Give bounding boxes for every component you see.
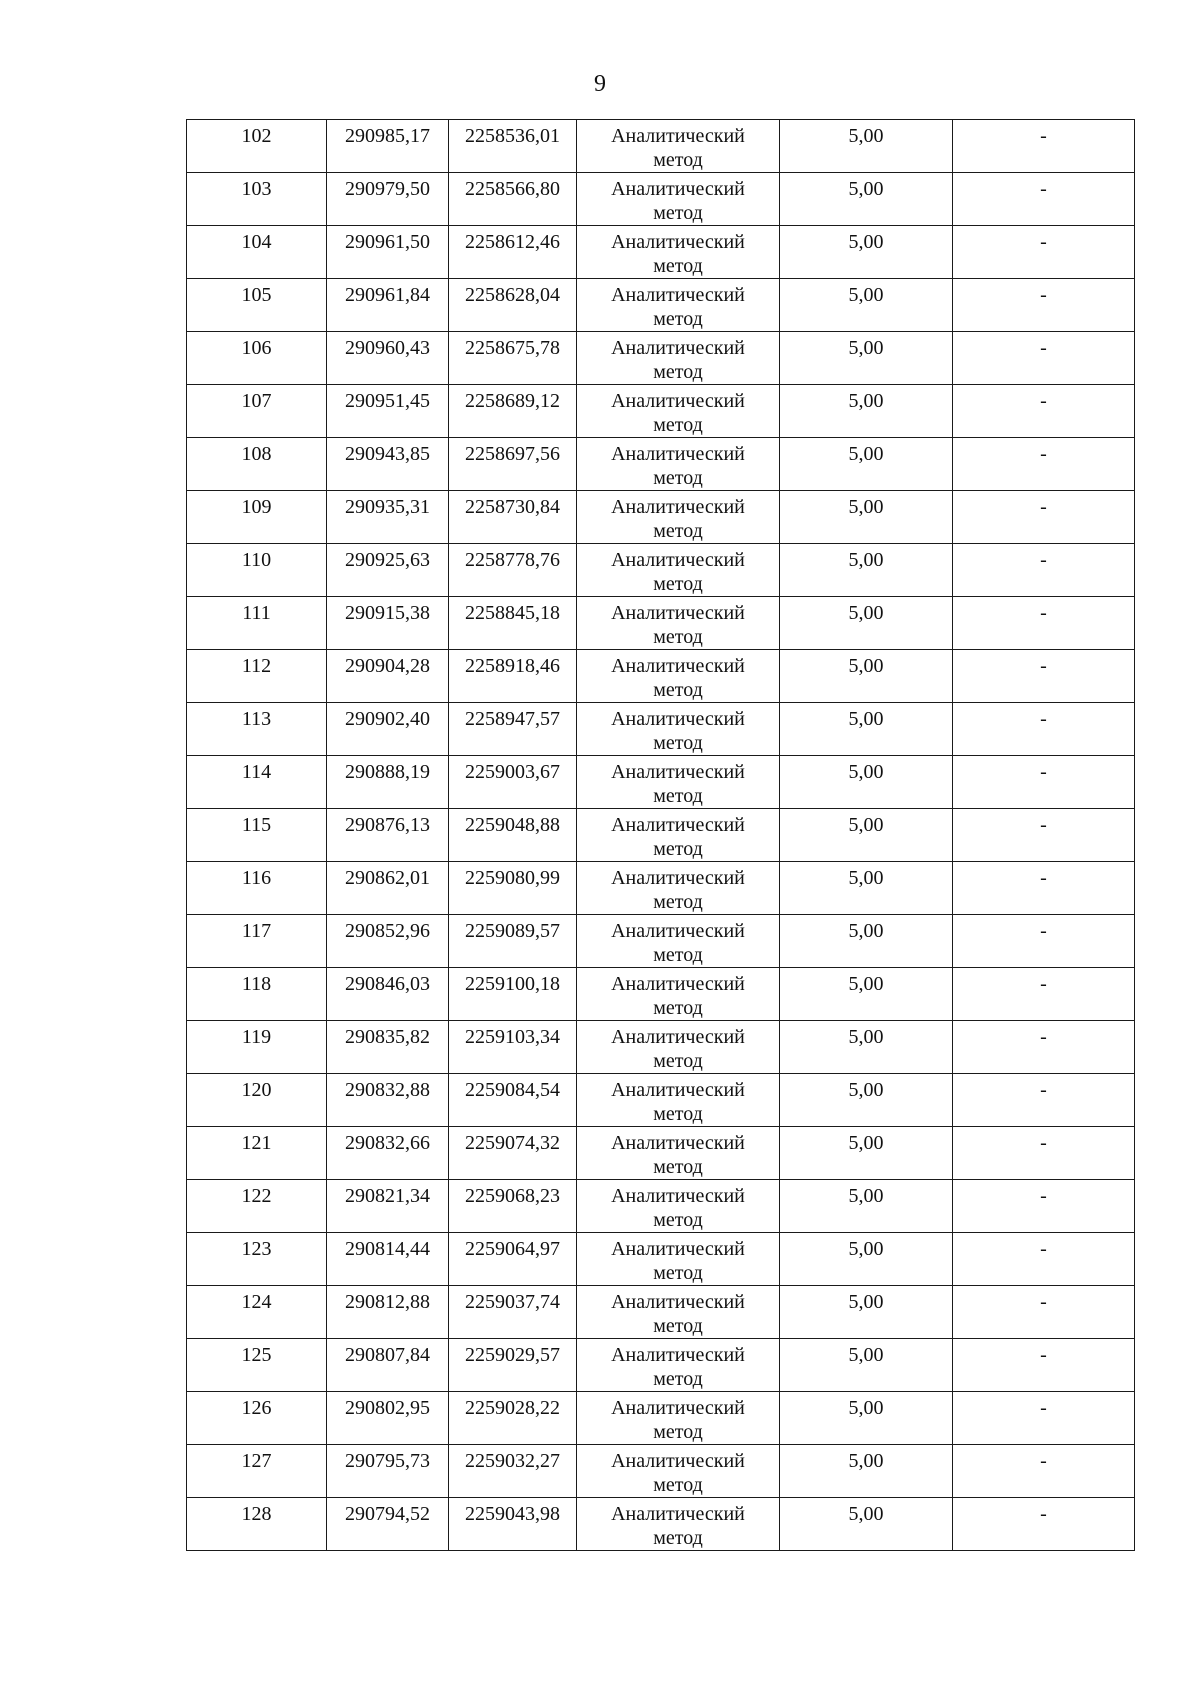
x-coordinate-cell: 290888,19 <box>327 756 449 809</box>
method-line-2: метод <box>653 679 703 701</box>
method-line-1: Аналитический <box>611 1185 745 1207</box>
y-coordinate-cell: 2258730,84 <box>449 491 577 544</box>
y-coordinate-cell: 2258612,46 <box>449 226 577 279</box>
note-cell: - <box>953 809 1135 862</box>
point-number-cell: 104 <box>187 226 327 279</box>
page-number: 9 <box>594 71 606 97</box>
method-line-1: Аналитический <box>611 496 745 518</box>
method-cell <box>577 120 780 173</box>
method-line-2: метод <box>653 1050 703 1072</box>
method-line-1: Аналитический <box>611 1238 745 1260</box>
point-number-cell: 120 <box>187 1074 327 1127</box>
note-cell: - <box>953 1286 1135 1339</box>
point-number-cell: 126 <box>187 1392 327 1445</box>
x-coordinate-cell: 290795,73 <box>327 1445 449 1498</box>
method-line-1: Аналитический <box>611 867 745 889</box>
point-number-cell: 106 <box>187 332 327 385</box>
method-line-2: метод <box>653 414 703 436</box>
y-coordinate-cell: 2259064,97 <box>449 1233 577 1286</box>
method-line-2: метод <box>653 202 703 224</box>
method-line-1: Аналитический <box>611 443 745 465</box>
method-line-2: метод <box>653 732 703 754</box>
method-line-1: Аналитический <box>611 655 745 677</box>
point-number-cell: 102 <box>187 120 327 173</box>
x-coordinate-cell: 290935,31 <box>327 491 449 544</box>
method-line-2: метод <box>653 997 703 1019</box>
x-coordinate-cell: 290985,17 <box>327 120 449 173</box>
note-cell: - <box>953 703 1135 756</box>
note-cell: - <box>953 1339 1135 1392</box>
point-number-cell: 117 <box>187 915 327 968</box>
accuracy-cell: 5,00 <box>780 1074 953 1127</box>
point-number-cell: 109 <box>187 491 327 544</box>
accuracy-cell: 5,00 <box>780 703 953 756</box>
method-line-1: Аналитический <box>611 1026 745 1048</box>
x-coordinate-cell: 290832,66 <box>327 1127 449 1180</box>
y-coordinate-cell: 2258918,46 <box>449 650 577 703</box>
note-cell: - <box>953 968 1135 1021</box>
x-coordinate-cell: 290846,03 <box>327 968 449 1021</box>
point-number-cell: 115 <box>187 809 327 862</box>
x-coordinate-cell: 290812,88 <box>327 1286 449 1339</box>
table-row <box>187 120 1135 173</box>
accuracy-cell: 5,00 <box>780 756 953 809</box>
method-line-2: метод <box>653 308 703 330</box>
point-number-cell: 122 <box>187 1180 327 1233</box>
method-line-1: Аналитический <box>611 284 745 306</box>
x-coordinate-cell: 290960,43 <box>327 332 449 385</box>
y-coordinate-cell: 2259032,27 <box>449 1445 577 1498</box>
method-cell <box>577 173 780 226</box>
method-line-1: Аналитический <box>611 390 745 412</box>
method-line-1: Аналитический <box>611 1132 745 1154</box>
method-line-2: метод <box>653 1474 703 1496</box>
accuracy-cell: 5,00 <box>780 173 953 226</box>
coordinates-table-body <box>187 120 1135 1551</box>
point-number-cell: 121 <box>187 1127 327 1180</box>
accuracy-cell: 5,00 <box>780 120 953 173</box>
accuracy-cell: 5,00 <box>780 1286 953 1339</box>
point-number-cell: 108 <box>187 438 327 491</box>
note-cell: - <box>953 597 1135 650</box>
method-cell <box>577 597 780 650</box>
coordinates-table <box>186 119 1135 1551</box>
method-cell <box>577 544 780 597</box>
table-row <box>187 915 1135 968</box>
x-coordinate-cell: 290902,40 <box>327 703 449 756</box>
method-cell <box>577 650 780 703</box>
y-coordinate-cell: 2258566,80 <box>449 173 577 226</box>
point-number-cell: 105 <box>187 279 327 332</box>
table-row <box>187 544 1135 597</box>
method-cell <box>577 332 780 385</box>
method-cell <box>577 1127 780 1180</box>
note-cell: - <box>953 226 1135 279</box>
y-coordinate-cell: 2259029,57 <box>449 1339 577 1392</box>
x-coordinate-cell: 290961,84 <box>327 279 449 332</box>
note-cell: - <box>953 1074 1135 1127</box>
accuracy-cell: 5,00 <box>780 597 953 650</box>
y-coordinate-cell: 2258689,12 <box>449 385 577 438</box>
method-cell <box>577 385 780 438</box>
accuracy-cell: 5,00 <box>780 1021 953 1074</box>
note-cell: - <box>953 1127 1135 1180</box>
table-row <box>187 1127 1135 1180</box>
y-coordinate-cell: 2258947,57 <box>449 703 577 756</box>
note-cell: - <box>953 544 1135 597</box>
method-line-2: метод <box>653 1209 703 1231</box>
method-line-2: метод <box>653 1421 703 1443</box>
method-cell <box>577 862 780 915</box>
x-coordinate-cell: 290951,45 <box>327 385 449 438</box>
point-number-cell: 116 <box>187 862 327 915</box>
table-row <box>187 756 1135 809</box>
method-line-1: Аналитический <box>611 549 745 571</box>
table-row <box>187 491 1135 544</box>
x-coordinate-cell: 290961,50 <box>327 226 449 279</box>
method-cell <box>577 1286 780 1339</box>
method-line-2: метод <box>653 467 703 489</box>
table-row <box>187 385 1135 438</box>
accuracy-cell: 5,00 <box>780 968 953 1021</box>
method-line-2: метод <box>653 520 703 542</box>
method-line-2: метод <box>653 1103 703 1125</box>
table-row <box>187 597 1135 650</box>
accuracy-cell: 5,00 <box>780 1127 953 1180</box>
method-line-2: метод <box>653 1368 703 1390</box>
method-cell <box>577 915 780 968</box>
point-number-cell: 125 <box>187 1339 327 1392</box>
method-line-2: метод <box>653 944 703 966</box>
accuracy-cell: 5,00 <box>780 1445 953 1498</box>
note-cell: - <box>953 756 1135 809</box>
x-coordinate-cell: 290876,13 <box>327 809 449 862</box>
method-line-2: метод <box>653 573 703 595</box>
note-cell: - <box>953 1180 1135 1233</box>
table-row <box>187 1392 1135 1445</box>
note-cell: - <box>953 1392 1135 1445</box>
method-line-2: метод <box>653 891 703 913</box>
y-coordinate-cell: 2258845,18 <box>449 597 577 650</box>
table-row <box>187 1498 1135 1551</box>
x-coordinate-cell: 290807,84 <box>327 1339 449 1392</box>
point-number-cell: 113 <box>187 703 327 756</box>
note-cell: - <box>953 1498 1135 1551</box>
point-number-cell: 128 <box>187 1498 327 1551</box>
method-line-2: метод <box>653 1156 703 1178</box>
accuracy-cell: 5,00 <box>780 1498 953 1551</box>
x-coordinate-cell: 290794,52 <box>327 1498 449 1551</box>
note-cell: - <box>953 1021 1135 1074</box>
accuracy-cell: 5,00 <box>780 809 953 862</box>
method-line-1: Аналитический <box>611 973 745 995</box>
x-coordinate-cell: 290943,85 <box>327 438 449 491</box>
accuracy-cell: 5,00 <box>780 915 953 968</box>
y-coordinate-cell: 2259080,99 <box>449 862 577 915</box>
accuracy-cell: 5,00 <box>780 226 953 279</box>
method-cell <box>577 279 780 332</box>
method-cell <box>577 1180 780 1233</box>
note-cell: - <box>953 438 1135 491</box>
method-line-1: Аналитический <box>611 761 745 783</box>
y-coordinate-cell: 2259074,32 <box>449 1127 577 1180</box>
accuracy-cell: 5,00 <box>780 279 953 332</box>
note-cell: - <box>953 915 1135 968</box>
table-row <box>187 703 1135 756</box>
point-number-cell: 114 <box>187 756 327 809</box>
accuracy-cell: 5,00 <box>780 1339 953 1392</box>
method-cell <box>577 703 780 756</box>
method-cell <box>577 809 780 862</box>
point-number-cell: 110 <box>187 544 327 597</box>
method-cell <box>577 226 780 279</box>
method-line-2: метод <box>653 361 703 383</box>
table-row <box>187 173 1135 226</box>
x-coordinate-cell: 290915,38 <box>327 597 449 650</box>
x-coordinate-cell: 290852,96 <box>327 915 449 968</box>
x-coordinate-cell: 290862,01 <box>327 862 449 915</box>
y-coordinate-cell: 2259089,57 <box>449 915 577 968</box>
table-row <box>187 332 1135 385</box>
point-number-cell: 123 <box>187 1233 327 1286</box>
accuracy-cell: 5,00 <box>780 491 953 544</box>
table-row <box>187 1286 1135 1339</box>
accuracy-cell: 5,00 <box>780 1180 953 1233</box>
y-coordinate-cell: 2259068,23 <box>449 1180 577 1233</box>
point-number-cell: 124 <box>187 1286 327 1339</box>
y-coordinate-cell: 2259003,67 <box>449 756 577 809</box>
table-row <box>187 809 1135 862</box>
x-coordinate-cell: 290904,28 <box>327 650 449 703</box>
method-line-1: Аналитический <box>611 1503 745 1525</box>
method-cell <box>577 1392 780 1445</box>
accuracy-cell: 5,00 <box>780 544 953 597</box>
method-line-2: метод <box>653 149 703 171</box>
y-coordinate-cell: 2259043,98 <box>449 1498 577 1551</box>
method-line-1: Аналитический <box>611 1291 745 1313</box>
note-cell: - <box>953 385 1135 438</box>
method-cell <box>577 1021 780 1074</box>
method-line-2: метод <box>653 626 703 648</box>
y-coordinate-cell: 2258697,56 <box>449 438 577 491</box>
note-cell: - <box>953 1445 1135 1498</box>
note-cell: - <box>953 491 1135 544</box>
accuracy-cell: 5,00 <box>780 1233 953 1286</box>
x-coordinate-cell: 290979,50 <box>327 173 449 226</box>
table-row <box>187 650 1135 703</box>
y-coordinate-cell: 2258628,04 <box>449 279 577 332</box>
table-row <box>187 1445 1135 1498</box>
method-cell <box>577 1074 780 1127</box>
note-cell: - <box>953 650 1135 703</box>
y-coordinate-cell: 2259037,74 <box>449 1286 577 1339</box>
y-coordinate-cell: 2258675,78 <box>449 332 577 385</box>
method-line-1: Аналитический <box>611 337 745 359</box>
accuracy-cell: 5,00 <box>780 332 953 385</box>
method-line-1: Аналитический <box>611 1344 745 1366</box>
note-cell: - <box>953 1233 1135 1286</box>
point-number-cell: 112 <box>187 650 327 703</box>
point-number-cell: 107 <box>187 385 327 438</box>
method-line-1: Аналитический <box>611 602 745 624</box>
method-cell <box>577 1233 780 1286</box>
point-number-cell: 127 <box>187 1445 327 1498</box>
table-row <box>187 438 1135 491</box>
table-row <box>187 279 1135 332</box>
method-line-1: Аналитический <box>611 1450 745 1472</box>
y-coordinate-cell: 2258778,76 <box>449 544 577 597</box>
point-number-cell: 118 <box>187 968 327 1021</box>
table-row <box>187 1021 1135 1074</box>
note-cell: - <box>953 862 1135 915</box>
point-number-cell: 119 <box>187 1021 327 1074</box>
method-line-1: Аналитический <box>611 125 745 147</box>
table-row <box>187 968 1135 1021</box>
note-cell: - <box>953 279 1135 332</box>
method-line-1: Аналитический <box>611 231 745 253</box>
method-line-2: метод <box>653 1315 703 1337</box>
x-coordinate-cell: 290802,95 <box>327 1392 449 1445</box>
method-line-1: Аналитический <box>611 814 745 836</box>
method-cell <box>577 1498 780 1551</box>
note-cell: - <box>953 120 1135 173</box>
x-coordinate-cell: 290925,63 <box>327 544 449 597</box>
table-row <box>187 1074 1135 1127</box>
accuracy-cell: 5,00 <box>780 438 953 491</box>
method-line-2: метод <box>653 785 703 807</box>
x-coordinate-cell: 290835,82 <box>327 1021 449 1074</box>
method-cell <box>577 968 780 1021</box>
y-coordinate-cell: 2259084,54 <box>449 1074 577 1127</box>
y-coordinate-cell: 2259100,18 <box>449 968 577 1021</box>
method-cell <box>577 1445 780 1498</box>
x-coordinate-cell: 290821,34 <box>327 1180 449 1233</box>
method-line-1: Аналитический <box>611 920 745 942</box>
table-row <box>187 1180 1135 1233</box>
accuracy-cell: 5,00 <box>780 385 953 438</box>
method-cell <box>577 438 780 491</box>
table-row <box>187 1233 1135 1286</box>
accuracy-cell: 5,00 <box>780 862 953 915</box>
note-cell: - <box>953 173 1135 226</box>
accuracy-cell: 5,00 <box>780 1392 953 1445</box>
method-line-1: Аналитический <box>611 1397 745 1419</box>
method-line-1: Аналитический <box>611 178 745 200</box>
y-coordinate-cell: 2258536,01 <box>449 120 577 173</box>
note-cell: - <box>953 332 1135 385</box>
method-line-2: метод <box>653 838 703 860</box>
method-line-1: Аналитический <box>611 708 745 730</box>
point-number-cell: 103 <box>187 173 327 226</box>
point-number-cell: 111 <box>187 597 327 650</box>
table-row <box>187 862 1135 915</box>
method-cell <box>577 756 780 809</box>
method-cell <box>577 1339 780 1392</box>
x-coordinate-cell: 290832,88 <box>327 1074 449 1127</box>
method-line-2: метод <box>653 1262 703 1284</box>
method-line-1: Аналитический <box>611 1079 745 1101</box>
y-coordinate-cell: 2259103,34 <box>449 1021 577 1074</box>
x-coordinate-cell: 290814,44 <box>327 1233 449 1286</box>
y-coordinate-cell: 2259048,88 <box>449 809 577 862</box>
method-cell <box>577 491 780 544</box>
table-row <box>187 1339 1135 1392</box>
y-coordinate-cell: 2259028,22 <box>449 1392 577 1445</box>
method-line-2: метод <box>653 1527 703 1549</box>
table-row <box>187 226 1135 279</box>
accuracy-cell: 5,00 <box>780 650 953 703</box>
method-line-2: метод <box>653 255 703 277</box>
